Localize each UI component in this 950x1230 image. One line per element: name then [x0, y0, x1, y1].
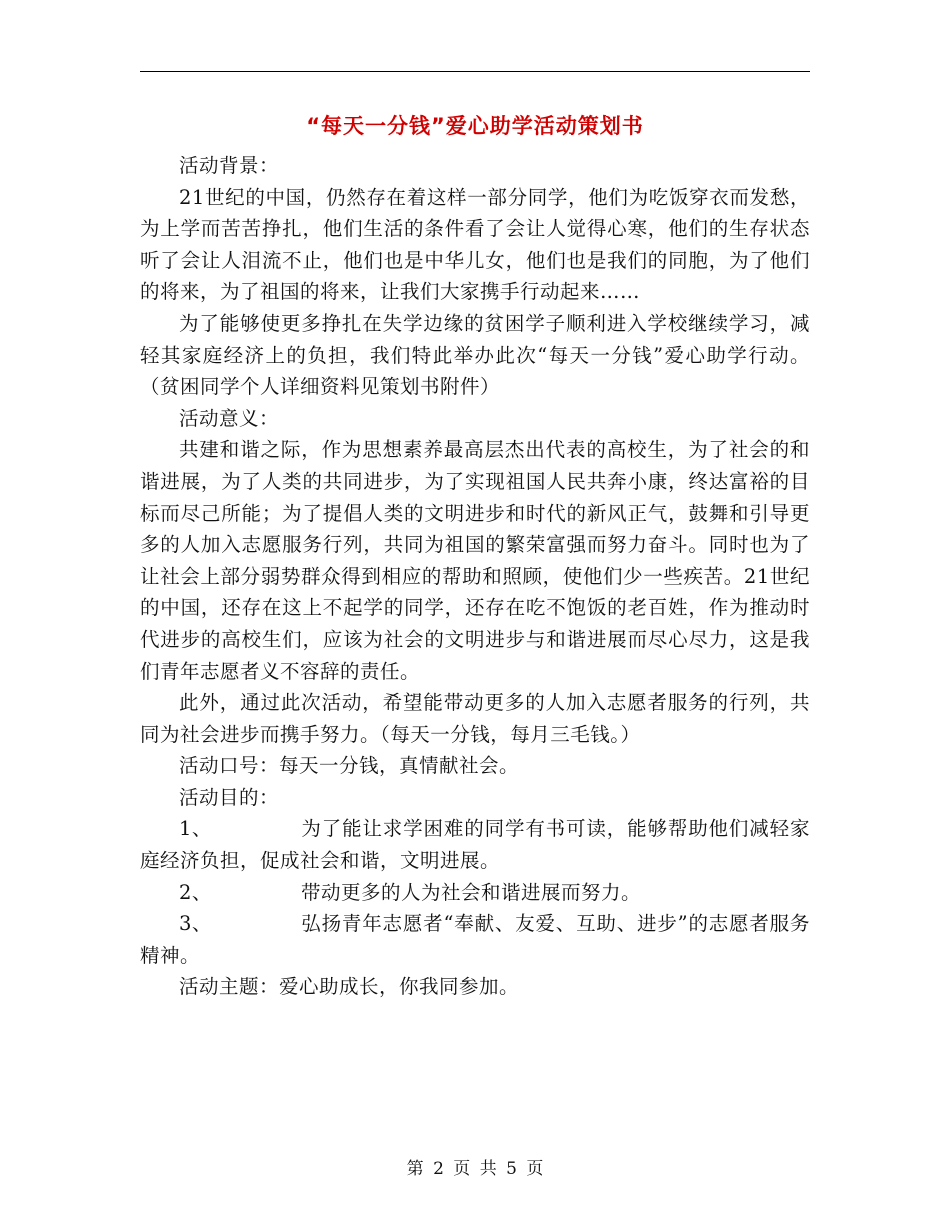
goal-item: [140, 877, 810, 909]
slogan-line: 活动口号：每天一分钱，真情献社会。: [179, 754, 520, 778]
background-paragraph: 21世纪的中国，仍然存在着这样一部分同学，他们为吃饭穿衣而发愁，为上学而苦苦挣扎，他们生活的条件看了会让人觉得心寒，他们的生存状态听了会让人泪流不止，他们也是中华儿女，他们也是我们的同胞，为了他们的将来，为了祖国的将来，让我们大家携手行动起来……: [140, 185, 810, 304]
goal-item: [140, 813, 810, 876]
purpose-paragraph: 为了能够使更多挣扎在失学边缘的贫困学子顺利进入学校继续学习，减轻其家庭经济上的负担，我们特此举办此次“每天一分钱”爱心助学行动。（贫困同学个人详细资料见策划书附件）: [140, 311, 810, 399]
goal-number: 3、: [179, 912, 212, 936]
document-title: “每天一分钱”爱心助学活动策划书: [306, 114, 644, 138]
header-rule: [140, 71, 810, 72]
section-heading-goals: 活动目的：: [179, 785, 280, 809]
significance-paragraph: 共建和谐之际，作为思想素养最高层杰出代表的高校生，为了社会的和谐进展，为了人类的共同进步，为了实现祖国人民共奔小康，终达富裕的目标而尽己所能；为了提倡人类的文明进步和时代的新风正气，鼓舞和引导更多的人加入志愿服务行列，共同为祖国的繁荣富强而努力奋斗。同时也为了让社会上部分弱势群众得到相应的帮助和照顾，使他们少一些疾苦。21世纪的中国，还存在这上不起学的同学，还存在吃不饱饭的老百姓，作为推动时代进步的高校生们，应该为社会的文明进步与和谐进展而尽心尽力，这是我们青年志愿者义不容辞的责任。: [140, 438, 810, 683]
page-footer: 第 2 页 共 5 页: [406, 1159, 544, 1179]
goal-number: 1、: [179, 817, 212, 841]
goal-text: 为了能让求学困难的同学有书可读，能够帮助他们减轻家庭经济负担，促成社会和谐，文明进展。: [140, 817, 810, 873]
goal-number: 2、: [179, 880, 212, 904]
goal-item: [140, 908, 810, 971]
goal-text: 弘扬青年志愿者“奉献、友爱、互助、进步”的志愿者服务精神。: [140, 912, 810, 967]
additional-paragraph: 此外，通过此次活动，希望能带动更多的人加入志愿者服务的行列，共同为社会进步而携手努力。（每天一分钱，每月三毛钱。）: [140, 691, 810, 746]
section-heading-significance: 活动意义：: [179, 406, 280, 430]
goal-text: 带动更多的人为社会和谐进展而努力。: [301, 880, 642, 904]
section-heading-background: 活动背景：: [179, 154, 280, 177]
theme-line: 活动主题：爱心助成长，你我同参加。: [179, 975, 520, 999]
document-body: [140, 150, 810, 1003]
